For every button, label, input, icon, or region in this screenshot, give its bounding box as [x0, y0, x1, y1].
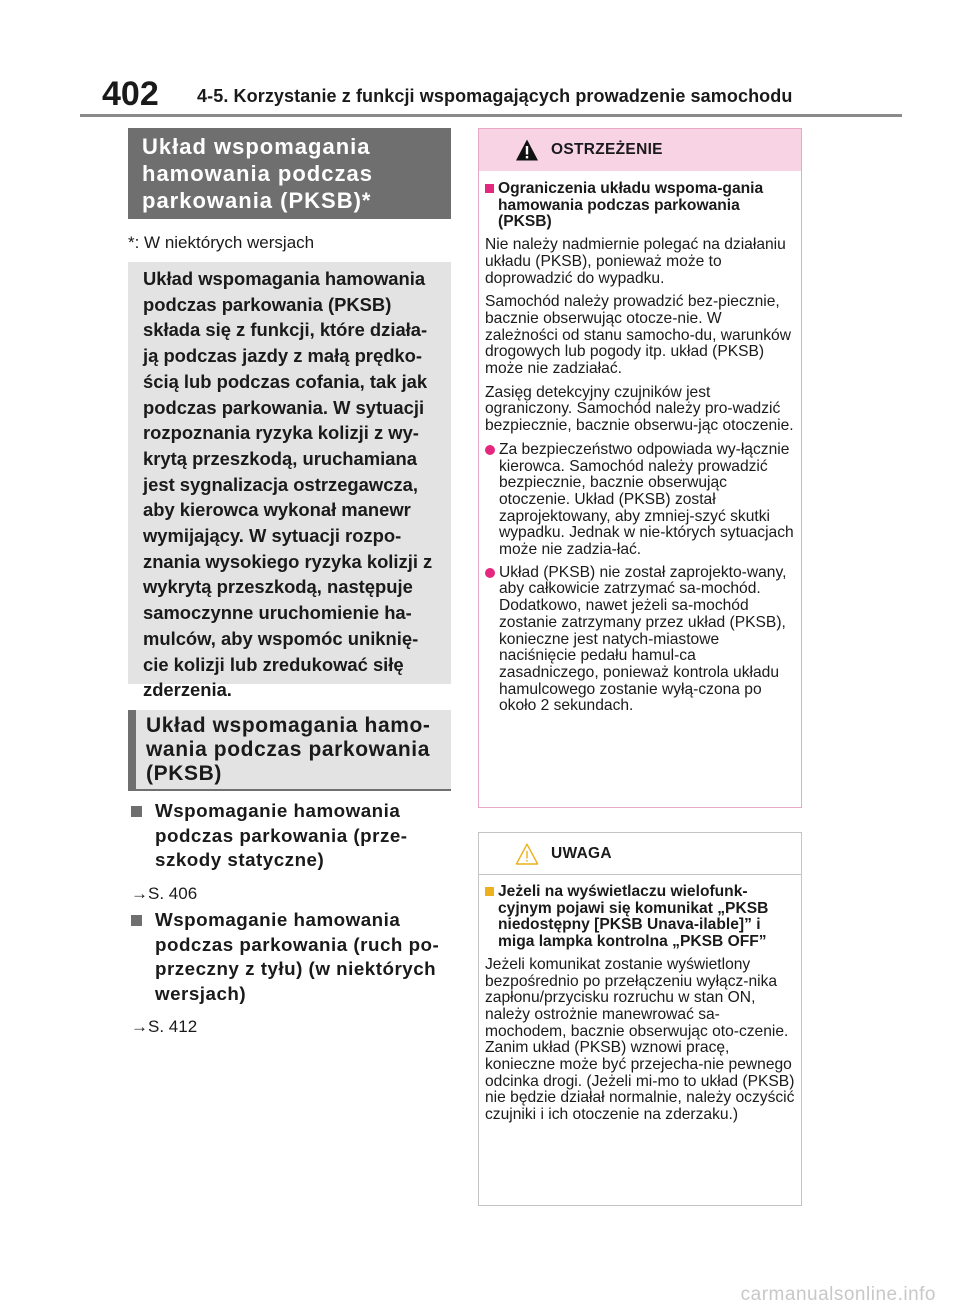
caution-subheading — [485, 884, 795, 951]
watermark: carmanualsonline.info — [740, 1284, 936, 1305]
warning-subheading — [485, 181, 795, 231]
caution-body — [479, 875, 801, 1124]
warning-bullet — [485, 565, 795, 715]
warning-bullet — [485, 442, 795, 559]
warning-body — [479, 171, 801, 715]
feature-item — [128, 799, 451, 904]
round-bullet-icon — [485, 445, 495, 455]
feature-item — [128, 908, 451, 1037]
feature-heading — [128, 908, 451, 1006]
warning-paragraph: Nie należy nadmiernie polegać na działaniu układu (PKSB), ponieważ może to doprowadzić do wypadku. — [485, 236, 786, 287]
warning-bullet-text: Układ (PKSB) nie został zaprojekto-wany, aby całkowicie zatrzymać sa-mochód. Dodatkowo, nawet jeżeli sa-mochód zostanie zatrzymany przez układ (PKSB), konieczne jest natych-miastowe naciśnięcie pedału hamul-ca zasadniczego, ponieważ kontrola układu hamulcowego zostanie wyłą-czona po około 2 sekundach. — [499, 563, 787, 715]
round-bullet-icon — [485, 568, 495, 578]
chapter-title: 4-5. Korzystanie z funkcji wspomagających prowadzenie samochodu — [197, 86, 793, 106]
square-bullet-icon — [131, 915, 142, 926]
subsection-title: Układ wspomagania hamo-wania podczas parkowania (PKSB) — [128, 710, 451, 791]
page-number: 402 — [102, 75, 159, 113]
warning-header — [479, 129, 801, 171]
warning-paragraph: Zasięg detekcyjny czujników jest ograniczony. Samochód należy pro-wadzić bezpiecznie, bacznie obserwu-jąc otoczenie. — [485, 383, 794, 435]
feature-heading-text: Wspomaganie hamowania podczas parkowania (prze-szkody statyczne) — [155, 800, 408, 870]
caution-box — [478, 832, 802, 1206]
summary-text: Układ wspomagania hamowania podczas parkowania (PKSB) składa się z funkcji, które działa-ją podczas jazdy z małą prędko-ścią lub podczas cofania, tak jak podczas parkowania. W sytuacji rozpoznania ryzyka kolizji z wy-krytą przeszkodą, uruchamiana jest sygnalizacja ostrzegawcza, aby kierowca wykonał manewr wymijający. W sytuacji rozpo-znania wysokiego ryzyka kolizji z wykrytą przeszkodą, następuje samoczynne uruchomienie ha-mulców, aby wspomóc uniknię-cie kolizji lub zredukować siłę zderzenia. — [143, 268, 433, 701]
caution-subheading-text: Jeżeli na wyświetlaczu wielofunk-cyjnym pojawi się komunikat „PKSB niedostępny [PKSB Unava-ilable]” i miga lampka kontrolna „PKSB OFF” — [498, 883, 769, 951]
warning-paragraph: Samochód należy prowadzić bez-piecznie, bacznie obserwując otocze-nie. W zależności od stanu samocho-du, warunków drogowych lub pogody itp. układ (PKSB) może nie zadziałać. — [485, 293, 791, 378]
feature-heading-text: Wspomaganie hamowania podczas parkowania (ruch po-przeczny z tyłu) (w niektórych wersjach) — [155, 909, 440, 1004]
square-bullet-icon — [485, 887, 494, 896]
page-reference-link[interactable]: →S. 412 — [131, 1017, 198, 1036]
warning-bullet-text: Za bezpieczeństwo odpowiada wy-łącznie kierowca. Samochód należy prowadzić bezpiecznie, bacznie obserwując otoczenie. Układ (PKSB) został zaprojektowany, aby zmniej-szyć skutki wypadku. Jednak w nie-których sytuacjach może nie zadzia-łać. — [499, 440, 794, 559]
warning-triangle-icon — [515, 138, 539, 162]
header-rule — [80, 114, 902, 117]
warning-subheading-text: Ograniczenia układu wspoma-gania hamowania podczas parkowania (PKSB) — [498, 180, 764, 231]
warning-box — [478, 128, 802, 808]
footnote: *: W niektórych wersjach — [128, 233, 315, 252]
caution-header — [479, 833, 801, 875]
warning-title: OSTRZEŻENIE — [551, 141, 663, 158]
caution-paragraph: Jeżeli komunikat zostanie wyświetlony bezpośrednio po przełączeniu wyłącz-nika zapłonu/przycisku rozruchu w stan ON, należy ostrożnie manewrować sa-mochodem, bacznie obserwując oto-czenie. Zanim układ (PKSB) wznowi pracę, konieczne może być przejecha-nie pewnego odcinka drogi. (Jeżeli mi-mo to układ (PKSB) nie będzie działał normalnie, należy oczyścić czujniki i ich otoczenie na zderzaku.) — [485, 955, 795, 1124]
summary-box — [128, 262, 451, 701]
feature-heading — [128, 799, 451, 873]
caution-title: UWAGA — [551, 844, 612, 862]
page-reference-link[interactable]: →S. 406 — [131, 883, 198, 903]
square-bullet-icon — [131, 806, 142, 817]
square-bullet-icon — [485, 184, 494, 193]
caution-triangle-icon — [515, 842, 539, 866]
section-title: Układ wspomagania hamowania podczas parkowania (PKSB)* — [128, 128, 451, 219]
